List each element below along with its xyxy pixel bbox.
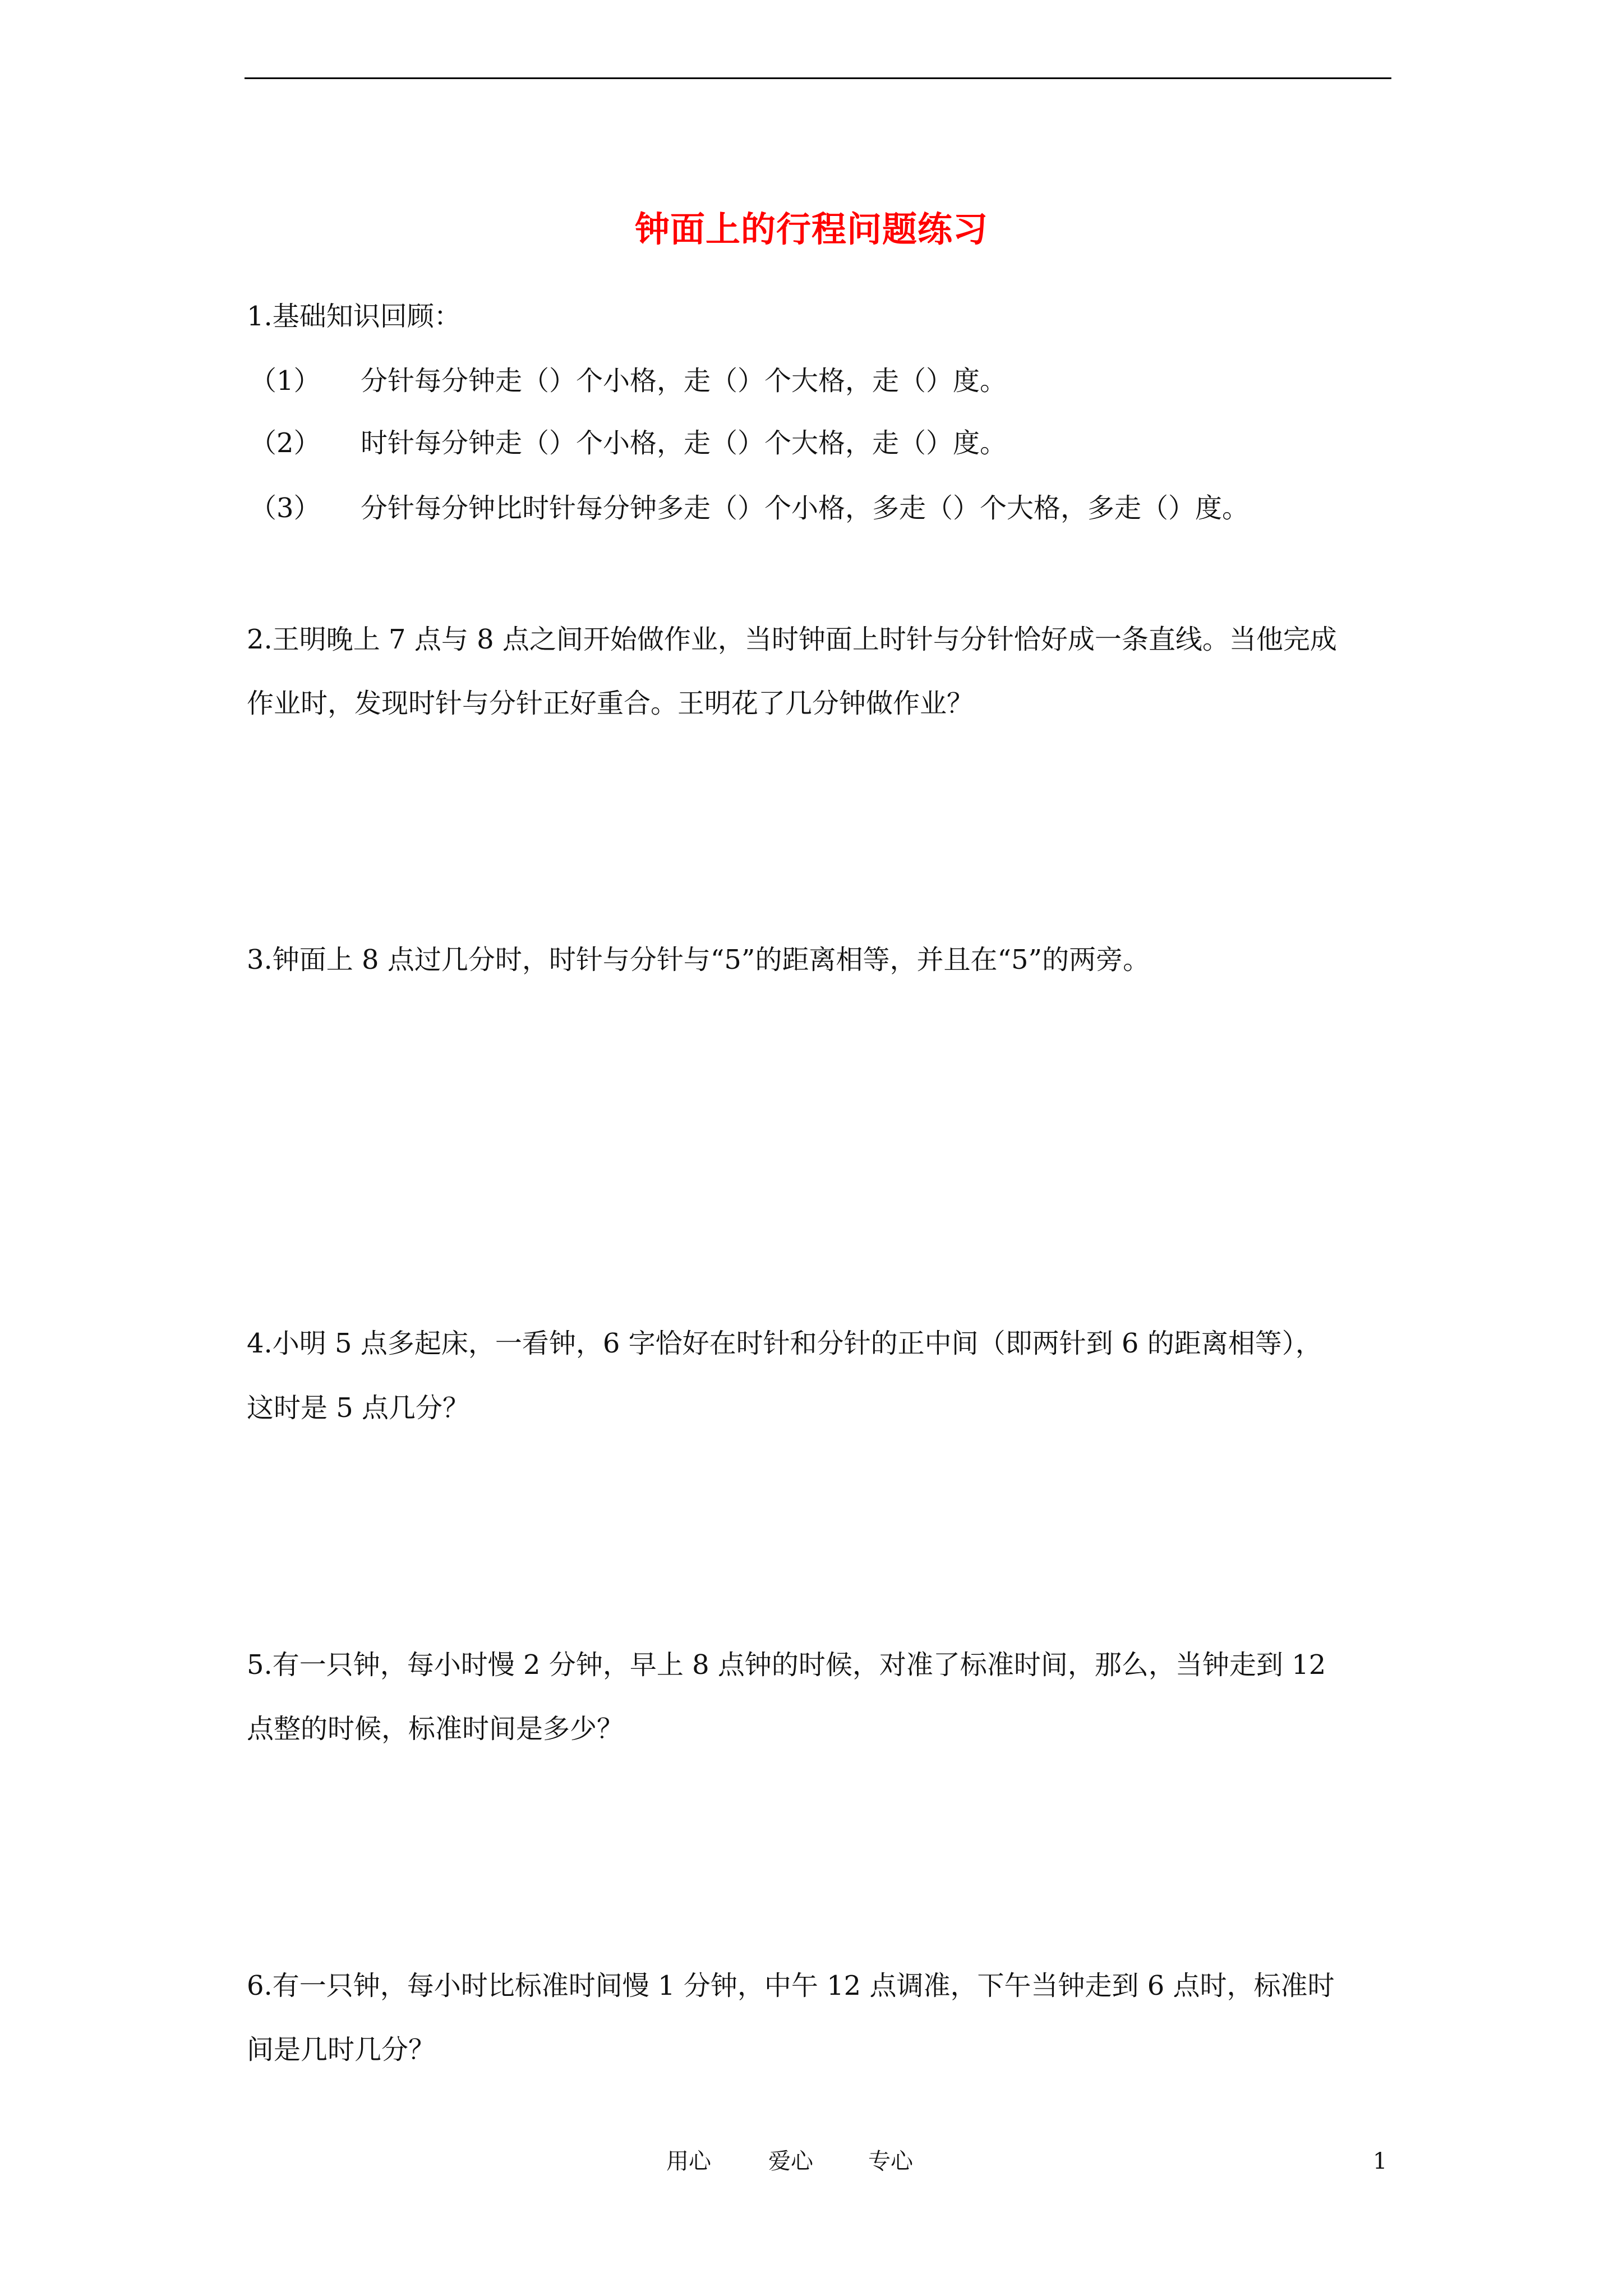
question-5-line-2: 点整的时候，标准时间是多少？ [247, 1713, 624, 1745]
question-1-subitem-1-text: 分针每分钟走（）个小格，走（）个大格，走（）度。 [361, 365, 1007, 397]
document-title: 钟面上的行程问题练习 [634, 209, 988, 250]
question-6-line-1: 6.有一只钟，每小时比标准时间慢 1 分钟，中午 12 点调准，下午当钟走到 6 点时，标准时 [247, 1970, 1335, 2001]
footer-item-1: 用心 [666, 2148, 711, 2174]
question-1-subitem-2-number: （2） [250, 427, 321, 459]
footer-item-2: 爱心 [768, 2148, 813, 2174]
question-1-subitem-1-number: （1） [250, 365, 321, 397]
question-6-line-2: 间是几时几分？ [247, 2034, 436, 2065]
header-rule [245, 77, 1391, 79]
question-4-line-2: 这时是 5 点几分？ [247, 1392, 470, 1424]
question-1-subitem-2-text: 时针每分钟走（）个小格，走（）个大格，走（）度。 [361, 427, 1007, 459]
question-5-line-1: 5.有一只钟，每小时慢 2 分钟，早上 8 点钟的时候，对准了标准时间，那么，当钟走到 12 [247, 1649, 1326, 1681]
question-4-line-1: 4.小明 5 点多起床，一看钟，6 字恰好在时针和分针的正中间（即两针到 6 的距离相等）， [247, 1328, 1322, 1359]
question-1-subitem-3-text: 分针每分钟比时针每分钟多走（）个小格，多走（）个大格，多走（）度。 [361, 493, 1249, 524]
question-3-line-1: 3.钟面上 8 点过几分时，时针与分针与“5”的距离相等，并且在“5”的两旁。 [247, 944, 1150, 976]
question-2-line-2: 作业时，发现时针与分针正好重合。王明花了几分钟做作业？ [247, 688, 974, 719]
question-2-line-1: 2.王明晚上 7 点与 8 点之间开始做作业，当时钟面上时针与分针恰好成一条直线。当他完成 [247, 624, 1337, 655]
question-1-subitem-3-number: （3） [250, 493, 321, 524]
footer-item-3: 专心 [868, 2148, 913, 2174]
question-1-heading: 1.基础知识回顾： [247, 301, 461, 332]
page-number: 1 [1373, 2148, 1387, 2174]
